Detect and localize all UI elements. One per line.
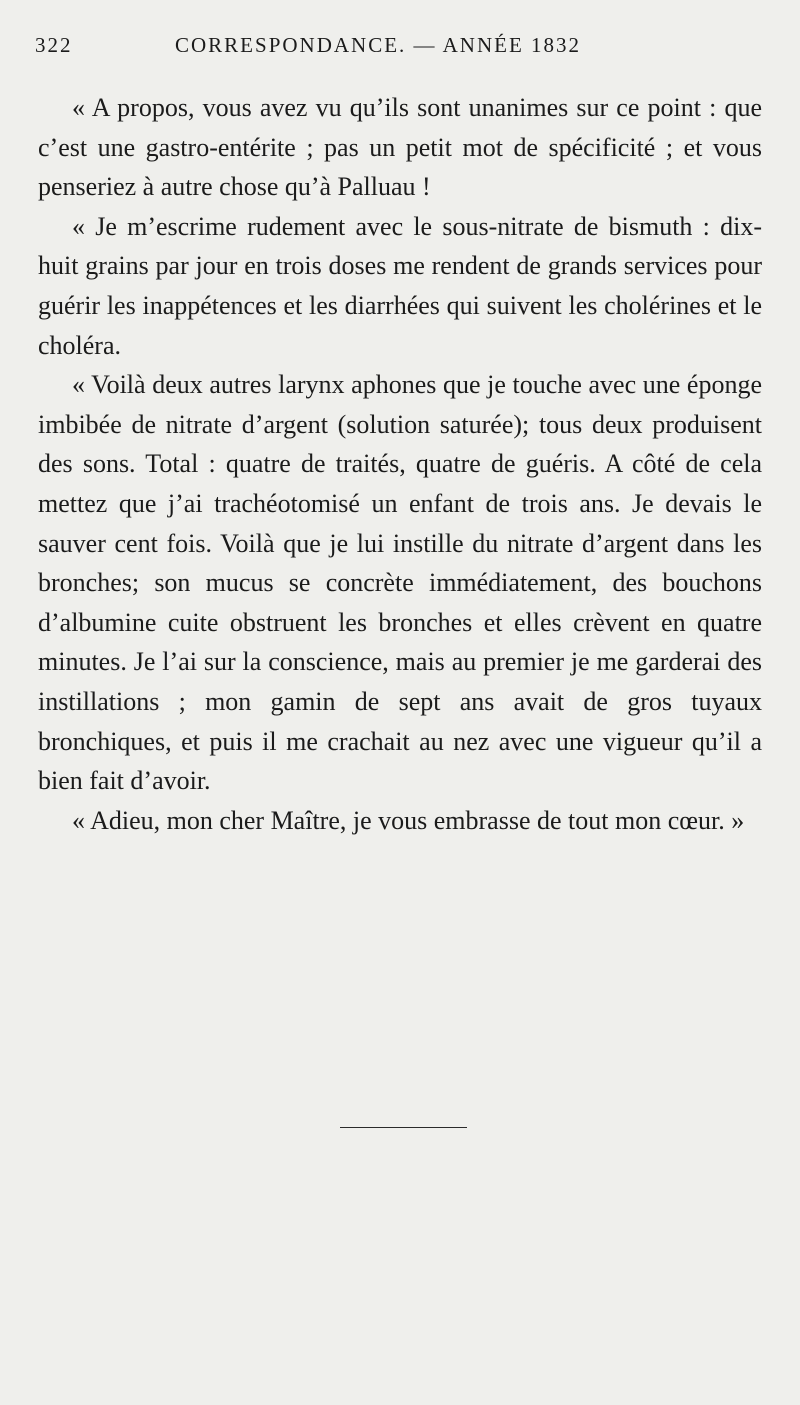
paragraph: « Adieu, mon cher Maître, je vous embrasse de tout mon cœur. » [72, 805, 745, 835]
section-divider [340, 1127, 467, 1128]
paragraph: « A propos, vous avez vu qu’ils sont unanimes sur ce point : que c’est une gastro-entérite ; pas un petit mot de spécificité ; et vous penseriez à autre chose qu’à Palluau ! [38, 93, 762, 202]
page-header [35, 33, 625, 67]
paragraph: « Voilà deux autres larynx aphones que je touche avec une éponge imbibée de nitrate d’argent (solution saturée); tous deux produisent des sons. Total : quatre de traités, quatre de guéris. A côté de cela mettez que j’ai trachéotomisé un enfant de trois ans. Je devais le sauver cent fois. Voilà que je lui instille du nitrate d’argent dans les bronches; son mucus se concrète immédiatement, des bouchons d’albumine cuite obstruent les bronches et elles crèvent en quatre minutes. Je l’ai sur la conscience, mais au premier je me garderai des instillations ; mon gamin de sept ans avait de gros tuyaux bronchiques, et puis il me crachait au nez avec une vigueur qu’il a bien fait d’avoir. [38, 370, 762, 796]
running-head: CORRESPONDANCE. — ANNÉE 1832 [175, 33, 582, 57]
page-number: 322 [35, 33, 73, 57]
paragraph: « Je m’escrime rudement avec le sous-nitrate de bismuth : dix-huit grains par jour en trois doses me rendent de grands services pour guérir les inappétences et les diarrhées qui suivent les cholérines et le choléra. [38, 211, 762, 360]
letter-text [38, 88, 762, 840]
